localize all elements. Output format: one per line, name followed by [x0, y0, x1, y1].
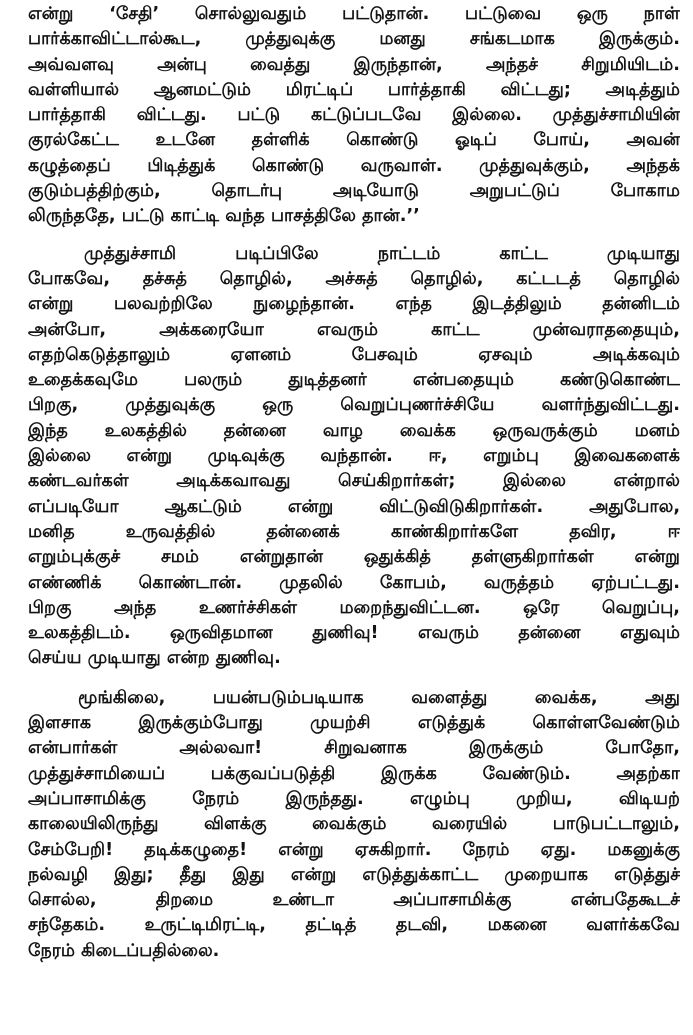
text-line: பிறகு, முத்துவுக்கு ஒரு வெறுப்புணர்ச்சியே வளர்ந்துவிட்டது.: [28, 395, 680, 416]
paragraph-3: [28, 686, 680, 964]
text-line: இந்த உலகத்தில் தன்னை வாழ வைக்க ஒருவருக்கும் மனம்: [28, 420, 680, 441]
document-page: [28, 2, 680, 964]
text-line: அவ்வளவு அன்பு வைத்து இருந்தான், அந்தச் சிறுமியிடம்.: [28, 54, 680, 75]
text-line: எறும்புக்குச் சமம் என்றுதான் ஒதுக்கித் தள்ளுகிறார்கள் என்று: [28, 547, 680, 568]
text-line: என்று ‘சேதி’ சொல்லுவதும் பட்டுதான். பட்டுவை ஒரு நாள்: [28, 4, 680, 24]
text-line: குரல்கேட்ட உடனே தள்ளிக் கொண்டு ஓடிப் போய், அவன்: [28, 130, 680, 151]
text-line: சொல்ல, திறமை உண்டா அப்பாசாமிக்கு என்பதேகூடச்: [28, 890, 680, 911]
text-line: இளசாக இருக்கும்போது முயற்சி எடுத்துக் கொள்ளவேண்டும்: [28, 713, 680, 734]
text-line: முத்துச்சாமி படிப்பிலே நாட்டம் காட்ட முடியாது: [84, 243, 680, 264]
text-line: எண்ணிக் கொண்டான். முதலில் கோபம், வருத்தம் ஏற்பட்டது.: [28, 572, 680, 593]
text-line: பார்த்தாகி விட்டது. பட்டு கட்டுப்படவே இல்லை. முத்துச்சாமியின்: [28, 105, 680, 126]
text-line: எதற்கெடுத்தாலும் ஏளனம் பேசவும் ஏசவும் அடிக்கவும்: [28, 344, 680, 365]
text-line: நல்வழி இது; தீது இது என்று எடுத்துக்காட்ட முறையாக எடுத்துச்: [28, 864, 680, 885]
text-line: எப்படியோ ஆகட்டும் என்று விட்டுவிடுகிறார்கள். அதுபோல,: [28, 496, 680, 517]
text-line: என்பார்கள் அல்லவா! சிறுவனாக இருக்கும் போதோ,: [28, 738, 680, 759]
text-line: அப்பாசாமிக்கு நேரம் இருந்தது. எழும்பு முறிய, விடியற்: [28, 788, 680, 809]
text-line: அன்போ, அக்கரையோ எவரும் காட்ட முன்வராததையும்,: [28, 319, 680, 340]
text-line: கழுத்தைப் பிடித்துக் கொண்டு வருவாள். முத்துவுக்கும், அந்தக்: [28, 155, 680, 176]
text-line: காலையிலிருந்து விளக்கு வைக்கும் வரையில் பாடுபட்டாலும்,: [28, 814, 680, 835]
text-line: இல்லை என்று முடிவுக்கு வந்தான். ஈ, எறும்பு இவைகளைக்: [28, 446, 680, 467]
text-line: மனித உருவத்தில் தன்னைக் காண்கிறார்களே தவிர, ஈ: [28, 521, 680, 542]
text-line: உலகத்திடம். ஒருவிதமான துணிவு! எவரும் தன்னை எதுவும்: [28, 623, 680, 644]
text-line: என்று பலவற்றிலே நுழைந்தான். எந்த இடத்திலும் தன்னிடம்: [28, 294, 680, 315]
text-line: செய்ய முடியாது என்ற துணிவு.: [28, 648, 281, 669]
text-line: மூங்கிலை, பயன்படும்படியாக வளைத்து வைக்க, அது: [78, 687, 680, 708]
text-line: உதைக்கவுமே பலரும் துடித்தனர் என்பதையும் கண்டுகொண்ட: [28, 370, 680, 391]
text-line: பிறகு அந்த உணர்ச்சிகள் மறைந்துவிட்டன. ஒரே வெறுப்பு,: [28, 597, 680, 618]
text-line: சந்தேகம். உருட்டிமிரட்டி, தட்டித் தடவி, மகனை வளர்க்கவே: [28, 915, 680, 936]
text-line: போகவே, தச்சுத் தொழில், அச்சுத் தொழில், கட்டடத் தொழில்: [28, 268, 680, 289]
text-line: லிருந்ததே, பட்டு காட்டி வந்த பாசத்திலே தான்.’’: [28, 206, 420, 227]
text-line: வள்ளியால் ஆனமட்டும் மிரட்டிப் பார்த்தாகி விட்டது; அடித்தும்: [28, 79, 680, 100]
text-line: நேரம் கிடைப்பதில்லை.: [28, 940, 220, 961]
text-line: சேம்பேறி! தடிக்கழுதை! என்று ஏசுகிறார். நேரம் ஏது. மகனுக்கு: [28, 839, 680, 860]
text-line: பார்க்காவிட்டால்கூட, முத்துவுக்கு மனது சங்கடமாக இருக்கும்.: [28, 29, 680, 50]
text-line: கண்டவர்கள் அடிக்கவாவது செய்கிறார்கள்; இல்லை என்றால்: [28, 471, 680, 492]
paragraph-2: [28, 242, 680, 672]
text-line: முத்துச்சாமியைப் பக்குவப்படுத்தி இருக்க வேண்டும். அதற்கா: [28, 763, 680, 784]
text-line: குடும்பத்திற்கும், தொடர்பு அடியோடு அறுபட்டுப் போகாம: [28, 181, 680, 202]
paragraph-1: [28, 2, 680, 230]
